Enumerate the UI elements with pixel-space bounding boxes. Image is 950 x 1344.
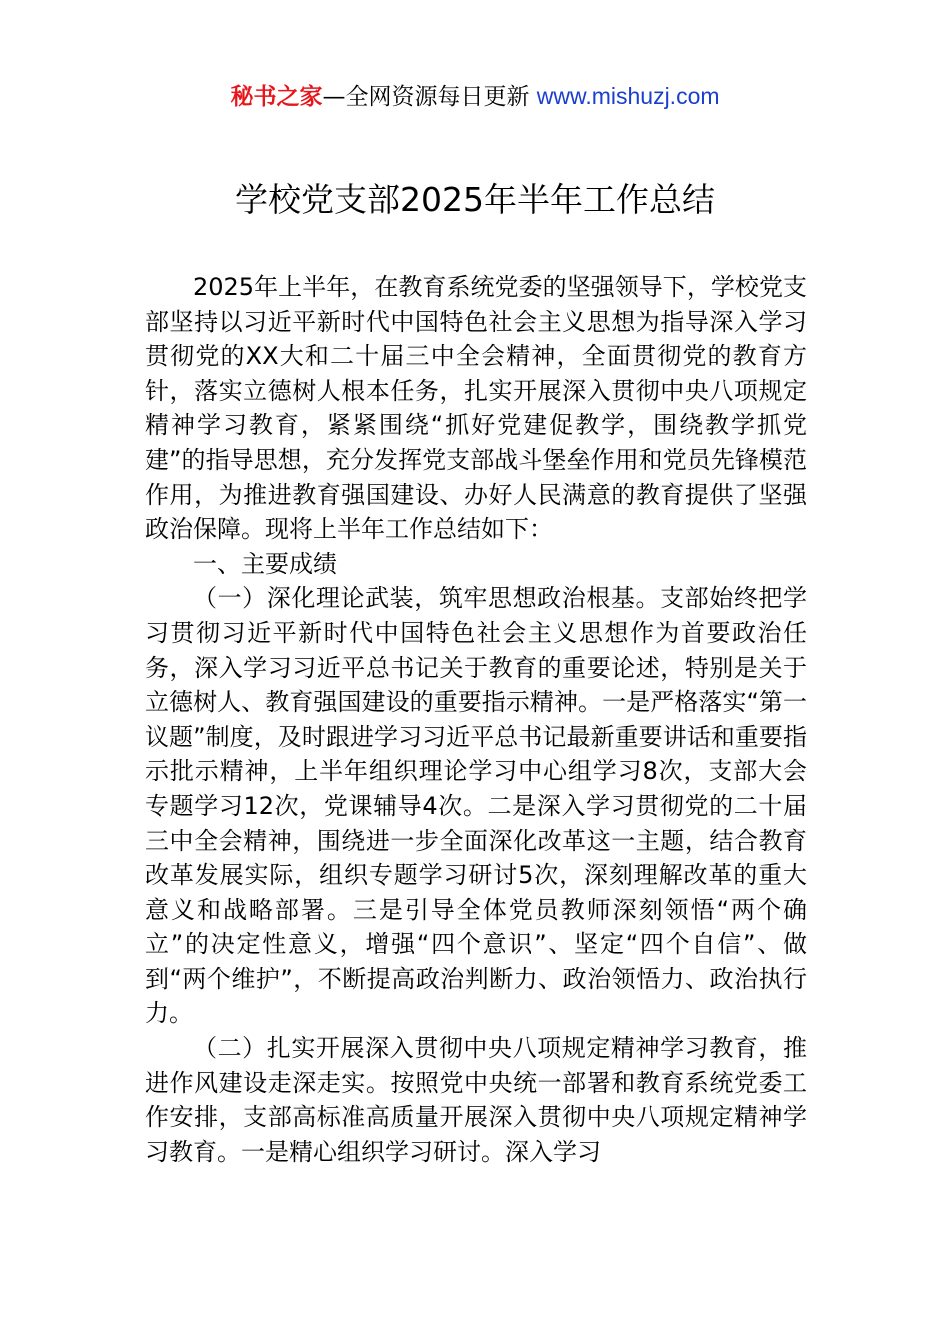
site-header: [0, 80, 950, 113]
section-heading: 一、主要成绩: [193, 549, 337, 578]
site-url-link[interactable]: www.mishuzj.com: [536, 83, 720, 109]
body-paragraph-1: （一）深化理论武装，筑牢思想政治根基。支部始终把学习贯彻习近平新时代中国特色社会主义思想作为首要政治任务，深入学习习近平总书记关于教育的重要论述，特别是关于立德树人、教育强国建设的重要指示精神。一是严格落实“第一议题”制度，及时跟进学习习近平总书记最新重要讲话和重要指示批示精神，上半年组织理论学习中心组学习8次，支部大会专题学习12次，党课辅导4次。二是深入学习贯彻党的二十届三中全会精神，围绕进一步全面深化改革这一主题，结合教育改革发展实际，组织专题学习研讨5次，深刻理解改革的重大意义和战略部署。三是引导全体党员教师深刻领悟“两个确立”的决定性意义，增强“四个意识”、坚定“四个自信”、做到“两个维护”，不断提高政治判断力、政治领悟力、政治执行力。: [145, 584, 807, 1028]
brand-name: 秘书之家: [230, 84, 323, 110]
body-paragraph-2: （二）扎实开展深入贯彻中央八项规定精神学习教育，推进作风建设走深走实。按照党中央统一部署和教育系统党委工作安排，支部高标准高质量开展深入贯彻中央八项规定精神学习教育。一是精心组织学习研讨。深入学习: [145, 1034, 807, 1166]
intro-paragraph: 2025年上半年，在教育系统党委的坚强领导下，学校党支部坚持以习近平新时代中国特色社会主义思想为指导深入学习贯彻党的XX大和二十届三中全会精神，全面贯彻党的教育方针，落实立德树人根本任务，扎实开展深入贯彻中央八项规定精神学习教育，紧紧围绕“抓好党建促教学，围绕教学抓党建”的指导思想，充分发挥党支部战斗堡垒作用和党员先锋模范作用，为推进教育强国建设、办好人民满意的教育提供了坚强政治保障。现将上半年工作总结如下：: [145, 273, 807, 544]
document-title: 学校党支部2025年半年工作总结: [235, 180, 715, 219]
header-slogan: —全网资源每日更新: [322, 84, 530, 110]
document-body: [145, 270, 807, 1169]
